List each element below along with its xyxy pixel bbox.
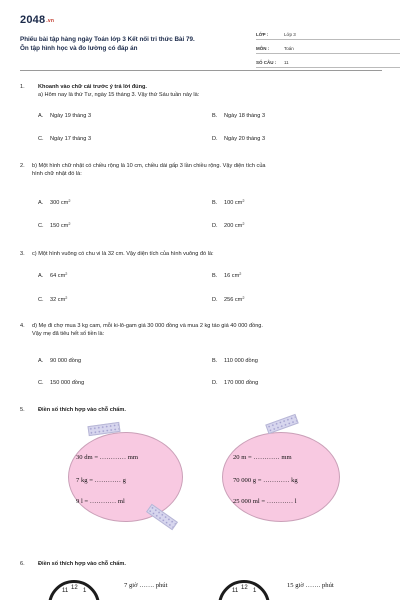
clock-left: [48, 580, 100, 600]
fill-blank[interactable]: 30 dm = ………… mm: [76, 454, 138, 461]
clock-number: 1: [253, 588, 257, 594]
worksheet-header: [20, 14, 382, 65]
worksheet-title-line1: Phiếu bài tập hàng ngày Toán lớp 3 Kết nối tri thức Bài 79.: [20, 36, 195, 43]
clock-number: 12: [71, 585, 78, 591]
question-instruction: Khoanh vào chữ cái trước ý trả lời đúng.: [38, 84, 147, 90]
fill-blank[interactable]: 70 000 g = ………… kg: [233, 477, 298, 484]
option-d[interactable]: D. 170 000 đồng: [212, 380, 259, 386]
subject-field: MÔN : Toán: [256, 44, 400, 54]
option-b[interactable]: B. 110 000 đồng: [212, 358, 258, 364]
option-a[interactable]: A. Ngày 19 tháng 3: [38, 113, 92, 119]
question-text: c) Một hình vuông có chu vi là 32 cm. Vậy diện tích của hình vuông đó là:: [32, 251, 214, 257]
question-instruction: Điền số thích hợp vào chỗ chấm.: [38, 407, 126, 413]
option-c[interactable]: C. Ngày 17 tháng 3: [38, 136, 92, 142]
option-a[interactable]: A. 64 $cm^2$: [38, 272, 68, 279]
clock-number: 11: [62, 588, 69, 594]
option-b[interactable]: B. 100 $cm^2$: [212, 199, 245, 206]
question-text: b) Một hình chữ nhật có chiều rộng là 10 cm, chiều dài gấp 3 lần chiều rộng. Vậy diện tích của: [32, 163, 266, 169]
option-a[interactable]: A. 300 $cm^2$: [38, 199, 71, 206]
question-text: d) Mẹ đi chợ mua 3 kg cam, mỗi ki-lô-gam giá 30 000 đồng và mua 2 kg táo giá 40 000 đồng.: [32, 323, 263, 329]
clock-caption-right[interactable]: 15 giờ ……. phút: [287, 582, 334, 589]
option-c[interactable]: C. 150 000 đồng: [38, 380, 85, 386]
question-text-cont: Vậy mẹ đã tiêu hết số tiền là:: [32, 331, 105, 337]
question-count-field: SỐ CÂU : 11: [256, 58, 400, 68]
option-b[interactable]: B. Ngày 18 tháng 3: [212, 113, 266, 119]
clock-caption-left[interactable]: 7 giờ ……. phút: [124, 582, 168, 589]
fill-blank[interactable]: 9 l = ………… ml: [76, 498, 125, 505]
fill-blank[interactable]: 25 000 ml = ………… l: [233, 498, 297, 505]
option-d[interactable]: D. Ngày 20 tháng 3: [212, 136, 266, 142]
option-d[interactable]: D. 256 $cm^2$: [212, 296, 245, 303]
question-instruction: Điền số thích hợp vào chỗ chấm.: [38, 561, 126, 567]
clock-number: 1: [83, 588, 87, 594]
class-field: LỚP : Lớp 3: [256, 30, 400, 40]
option-a[interactable]: A. 90 000 đồng: [38, 358, 82, 364]
clock-number: 12: [241, 585, 248, 591]
clock-right: [218, 580, 270, 600]
option-d[interactable]: D. 200 $cm^2$: [212, 222, 245, 229]
option-c[interactable]: C. 32 $cm^2$: [38, 296, 68, 303]
question-text-cont: hình chữ nhật đó là:: [32, 171, 82, 177]
worksheet-title-line2: Ôn tập hình học và đo lường có đáp án: [20, 45, 138, 52]
clock-number: 11: [232, 588, 239, 594]
option-c[interactable]: C. 150 $cm^2$: [38, 222, 71, 229]
fill-blank[interactable]: 20 m = ………… mm: [233, 454, 292, 461]
header-divider: [20, 70, 382, 71]
site-logo: 2048.vn: [20, 14, 55, 26]
question-text: a) Hôm nay là thứ Tư, ngày 15 tháng 3. Vậy thứ Sáu tuần này là:: [38, 92, 200, 98]
fill-blank[interactable]: 7 kg = ………… g: [76, 477, 126, 484]
option-b[interactable]: B. 16 $cm^2$: [212, 272, 242, 279]
